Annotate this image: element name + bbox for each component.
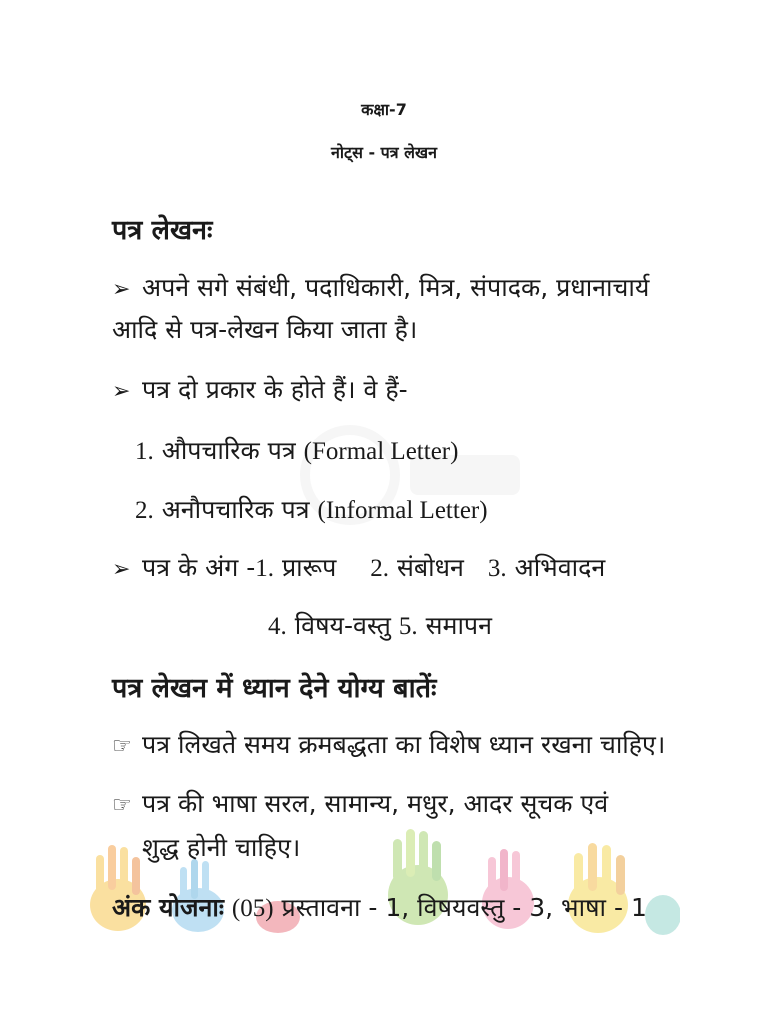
- point-text-line1: अपने सगे संबंधी, पदाधिकारी, मित्र, संपादक, प्रधानाचार्य: [142, 273, 650, 302]
- marking-scheme-heading: अंक योजनाः: [112, 893, 224, 922]
- letter-parts-line2: [268, 608, 492, 642]
- part-name: समापन: [425, 611, 492, 640]
- point-text: पत्र दो प्रकार के होते हैं। वे हैं-: [142, 375, 408, 404]
- part-number: 4.: [268, 613, 287, 640]
- letter-parts-intro: पत्र के अंग -: [142, 553, 256, 582]
- part-name: संबोधन: [396, 553, 464, 582]
- letter-type-hindi: औपचारिक पत्र: [161, 436, 296, 465]
- point-text-line2: आदि से पत्र-लेखन किया जाता है।: [112, 315, 418, 344]
- part-number: 3.: [487, 555, 507, 582]
- marking-scheme: [112, 890, 647, 924]
- letter-type-item: [135, 492, 488, 526]
- tip-item: [112, 786, 608, 820]
- notes-title: नोट्स - पत्र लेखन: [331, 143, 437, 162]
- point-letter-recipients: [112, 270, 649, 304]
- section-heading-letter-writing: पत्र लेखनः: [112, 215, 213, 246]
- tip-text: पत्र लिखते समय क्रमबद्धता का विशेष ध्यान रखना चाहिए।: [142, 730, 666, 759]
- pointing-hand-icon: ☞: [112, 734, 132, 759]
- part-name: विषय-वस्तु: [294, 611, 391, 640]
- letter-type-hindi: अनौपचारिक पत्र: [161, 495, 310, 524]
- letter-type-english: (Formal Letter): [303, 438, 459, 465]
- section-heading-tips: पत्र लेखन में ध्यान देने योग्य बातेंः: [112, 673, 437, 704]
- tip-text-line2: शुद्ध होनी चाहिए।: [142, 833, 301, 862]
- arrow-bullet-icon: ➢: [112, 557, 131, 582]
- part-name: प्रारूप: [281, 553, 337, 582]
- part-number: 1.: [255, 555, 274, 582]
- class-label: कक्षा-7: [361, 100, 407, 119]
- part-name: अभिवादन: [514, 553, 606, 582]
- letter-type-item: [135, 433, 458, 467]
- arrow-bullet-icon: ➢: [112, 277, 131, 302]
- list-number: 1.: [135, 438, 154, 465]
- marking-items: प्रस्तावना - 1, विषयवस्तु - 3, भाषा - 1: [281, 893, 647, 922]
- marking-total: (05): [231, 895, 274, 922]
- part-number: 5.: [398, 613, 418, 640]
- letter-type-english: (Informal Letter): [317, 497, 488, 524]
- part-number: 2.: [370, 555, 390, 582]
- tip-text-line1: पत्र की भाषा सरल, सामान्य, मधुर, आदर सूचक एवं: [142, 789, 609, 818]
- letter-parts-line1: [112, 550, 605, 584]
- list-number: 2.: [135, 497, 154, 524]
- point-letter-types: [112, 372, 408, 406]
- arrow-bullet-icon: ➢: [112, 379, 131, 404]
- tip-item: [112, 727, 665, 761]
- pointing-hand-icon: ☞: [112, 793, 132, 818]
